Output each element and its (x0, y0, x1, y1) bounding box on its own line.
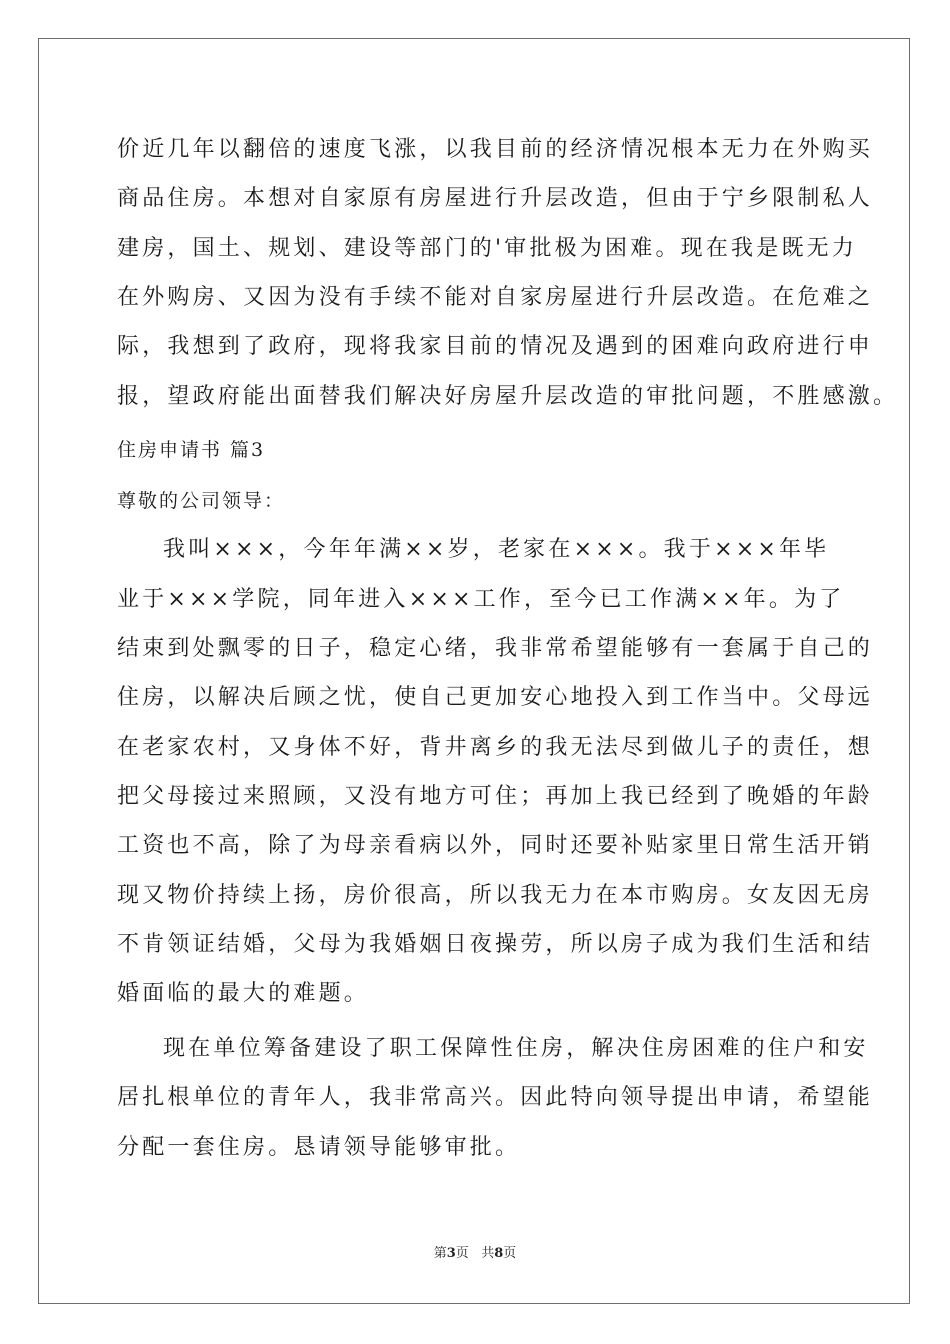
text-line: 在老家农村，又身体不好，背井离乡的我无法尽到做儿子的责任，想 (117, 735, 874, 760)
text-line: 业于×××学院，同年进入×××工作，至今已工作满××年。为了 (117, 587, 845, 612)
text-line: 建房，国土、规划、建设等部门的'审批极为困难。现在我是既无力 (117, 236, 858, 261)
text-line: 工资也不高，除了为母亲看病以外，同时还要补贴家里日常生活开销 (117, 833, 874, 858)
text-line: 住房，以解决后顾之忧，使自己更加安心地投入到工作当中。父母远 (117, 685, 874, 710)
paragraph-first-line: 我叫×××，今年年满××岁，老家在×××。我于×××年毕 (163, 537, 830, 562)
page-number: 3 (446, 1246, 456, 1261)
text-line: 商品住房。本想对自家原有房屋进行升层改造，但由于宁乡限制私人 (117, 186, 874, 211)
text-line: 现又物价持续上扬，房价很高，所以我无力在本市购房。女友因无房 (117, 883, 874, 908)
total-prefix: 共 (481, 1246, 495, 1261)
salutation: 尊敬的公司领导： (117, 490, 286, 512)
text-line: 际，我想到了政府，现将我家目前的情况及遇到的困难向政府进行申 (117, 334, 874, 359)
section-heading: 住房申请书 篇3 (117, 439, 266, 461)
text-line: 婚面临的最大的难题。 (117, 981, 370, 1006)
page-border (38, 38, 910, 1304)
page-suffix: 页 (455, 1246, 469, 1261)
text-line: 结束到处飘零的日子，稳定心绪，我非常希望能够有一套属于自己的 (117, 636, 874, 661)
text-line: 报，望政府能出面替我们解决好房屋升层改造的审批问题，不胜感激。 (117, 384, 899, 409)
total-pages: 8 (494, 1246, 504, 1261)
page-prefix: 第 (433, 1246, 447, 1261)
paragraph-first-line: 现在单位筹备建设了职工保障性住房，解决住房困难的住户和安 (163, 1036, 869, 1061)
text-line: 分配一套住房。恳请领导能够审批。 (117, 1135, 521, 1160)
page-footer (0, 1244, 950, 1264)
text-line: 居扎根单位的青年人，我非常高兴。因此特向领导提出申请，希望能 (117, 1085, 874, 1110)
text-line: 把父母接过来照顾，又没有地方可住；再加上我已经到了晚婚的年龄 (117, 784, 874, 809)
text-line: 价近几年以翻倍的速度飞涨，以我目前的经济情况根本无力在外购买 (117, 137, 874, 162)
total-suffix: 页 (503, 1246, 517, 1261)
text-line: 在外购房、又因为没有手续不能对自家房屋进行升层改造。在危难之 (117, 285, 874, 310)
text-line: 不肯领证结婚，父母为我婚姻日夜操劳，所以房子成为我们生活和结 (117, 932, 874, 957)
